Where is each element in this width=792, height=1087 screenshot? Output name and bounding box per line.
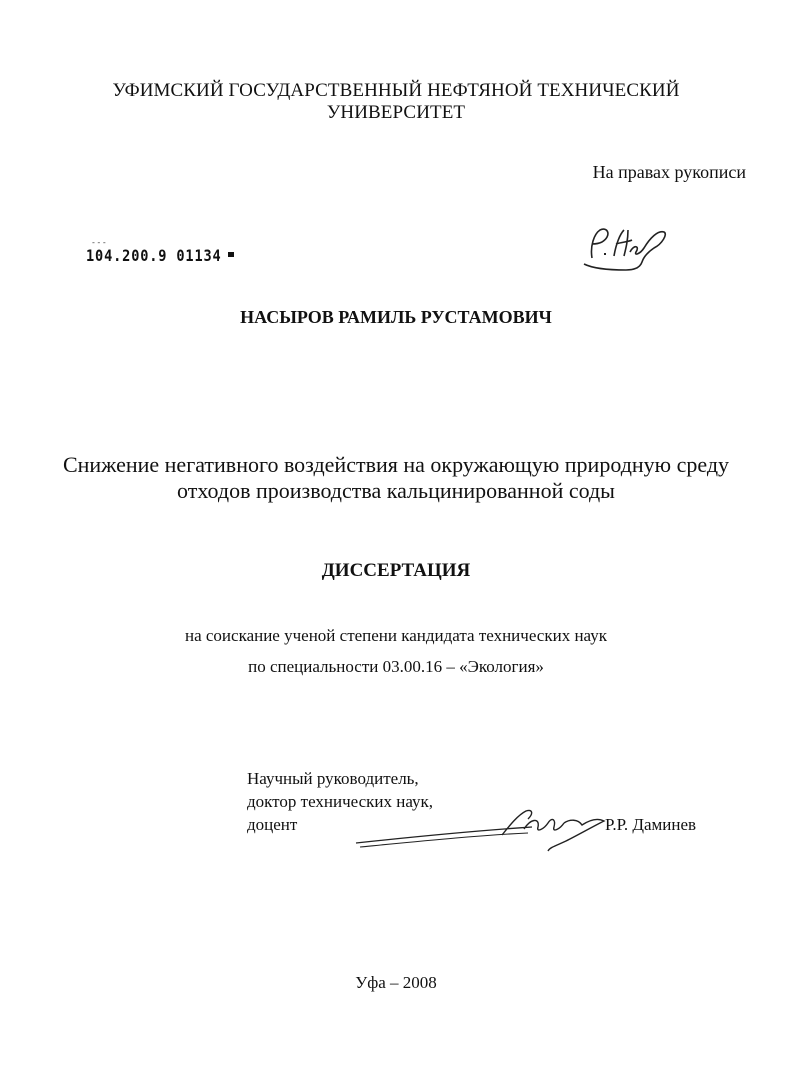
specialty-line: по специальности 03.00.16 – «Экология»: [248, 657, 544, 676]
inventory-number: 104.200.9 01134: [86, 246, 222, 265]
university-name-line2: УНИВЕРСИТЕТ: [326, 102, 466, 123]
document-type: ДИССЕРТАЦИЯ: [321, 560, 471, 581]
supervisor-degree: доктор технических наук,: [247, 792, 434, 811]
university-name-line1: УФИМСКИЙ ГОСУДАРСТВЕННЫЙ НЕФТЯНОЙ ТЕХНИЧЕСКИЙ: [112, 80, 680, 101]
inventory-dot-icon: [228, 252, 234, 257]
thesis-title-line2: отходов производства кальцинированной соды: [177, 478, 615, 503]
author-name: НАСЫРОВ РАМИЛЬ РУСТАМОВИЧ: [240, 307, 552, 327]
inventory-mark: - - -: [92, 238, 106, 247]
manuscript-rights-note: На правах рукописи: [592, 162, 746, 182]
thesis-title: [0, 452, 792, 504]
degree-line: на соискание ученой степени кандидата технических наук: [184, 626, 607, 645]
author-signature-icon: [578, 224, 673, 276]
supervisor-name: Р.Р. Даминев: [605, 815, 697, 834]
supervisor-signature-icon: [352, 805, 614, 853]
place-and-year: Уфа – 2008: [355, 973, 437, 992]
supervisor-title: доцент: [247, 815, 298, 834]
supervisor-role: Научный руководитель,: [247, 769, 419, 788]
thesis-title-line1: Снижение негативного воздействия на окружающую природную среду: [62, 452, 730, 477]
university-name: [0, 80, 792, 124]
